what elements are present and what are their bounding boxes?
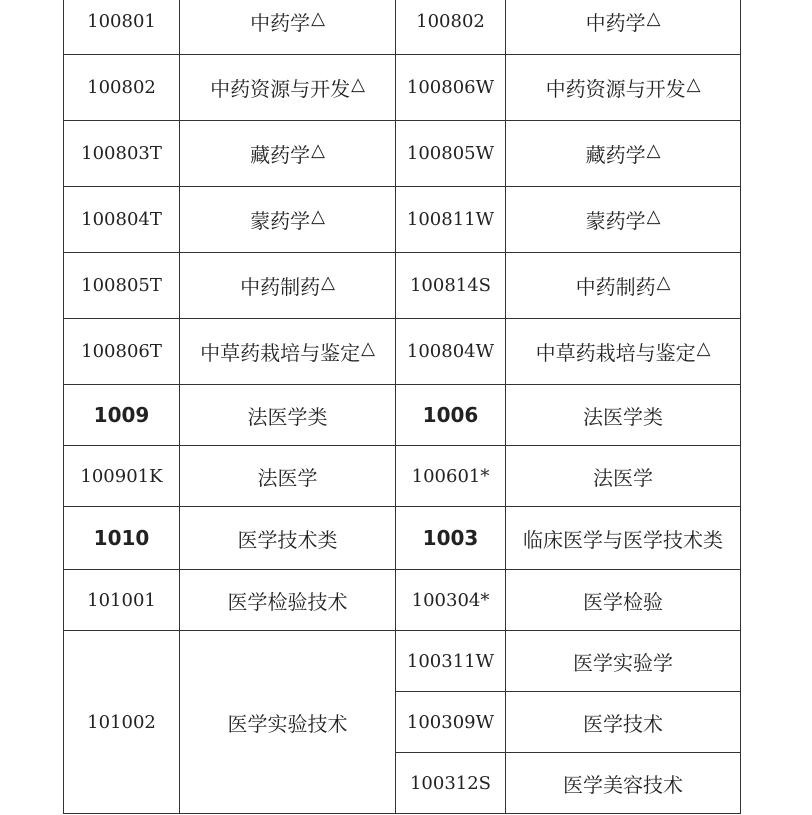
old-major-name: 中草药栽培与鉴定△ (506, 319, 741, 385)
triangle-mark: △ (321, 272, 335, 293)
old-major-name: 法医学 (506, 446, 741, 507)
new-major-name: 蒙药学△ (180, 187, 396, 253)
old-major-name: 医学美容技术 (506, 753, 741, 814)
new-major-name: 中药学△ (180, 0, 396, 55)
old-major-code: 100805W (396, 121, 506, 187)
old-major-code: 100309W (396, 692, 506, 753)
table-row (64, 55, 741, 121)
old-major-code: 100601* (396, 446, 506, 507)
triangle-mark: △ (311, 8, 325, 29)
triangle-mark: △ (311, 140, 325, 161)
table-row (64, 121, 741, 187)
old-major-code: 100311W (396, 631, 506, 692)
old-major-name: 藏药学△ (506, 121, 741, 187)
table-row (64, 319, 741, 385)
new-major-code: 101002 (64, 631, 180, 814)
triangle-mark: △ (351, 74, 365, 95)
major-mapping-table (63, 0, 741, 814)
old-major-name: 医学检验 (506, 570, 741, 631)
new-category-code: 1010 (64, 507, 180, 570)
new-major-name: 医学检验技术 (180, 570, 396, 631)
old-category-code: 1006 (396, 385, 506, 446)
new-category-code: 1009 (64, 385, 180, 446)
new-major-code: 100805T (64, 253, 180, 319)
category-row (64, 507, 741, 570)
category-row (64, 385, 741, 446)
old-major-code: 100804W (396, 319, 506, 385)
triangle-mark: △ (656, 272, 671, 293)
old-major-name: 医学技术 (506, 692, 741, 753)
new-major-name: 中药制药△ (180, 253, 396, 319)
triangle-mark: △ (646, 8, 661, 29)
table-row (64, 631, 741, 692)
table-row (64, 570, 741, 631)
old-major-code: 100811W (396, 187, 506, 253)
new-major-code: 100806T (64, 319, 180, 385)
old-major-code: 100304* (396, 570, 506, 631)
triangle-mark: △ (646, 140, 661, 161)
new-major-code: 100802 (64, 55, 180, 121)
new-major-name: 藏药学△ (180, 121, 396, 187)
triangle-mark: △ (696, 338, 711, 359)
table-row (64, 0, 741, 55)
table-row (64, 253, 741, 319)
old-category-name: 临床医学与医学技术类 (506, 507, 741, 570)
old-major-name: 蒙药学△ (506, 187, 741, 253)
new-major-name: 中草药栽培与鉴定△ (180, 319, 396, 385)
new-category-name: 法医学类 (180, 385, 396, 446)
old-major-code: 100806W (396, 55, 506, 121)
triangle-mark: △ (361, 338, 375, 359)
old-major-code: 100312S (396, 753, 506, 814)
new-major-code: 100803T (64, 121, 180, 187)
new-major-code: 101001 (64, 570, 180, 631)
new-major-code: 100801 (64, 0, 180, 55)
old-major-name: 医学实验学 (506, 631, 741, 692)
old-major-code: 100802 (396, 0, 506, 55)
old-major-code: 100814S (396, 253, 506, 319)
old-major-name: 中药制药△ (506, 253, 741, 319)
old-major-name: 中药学△ (506, 0, 741, 55)
new-major-name: 医学实验技术 (180, 631, 396, 814)
old-category-name: 法医学类 (506, 385, 741, 446)
old-category-code: 1003 (396, 507, 506, 570)
triangle-mark: △ (646, 206, 661, 227)
old-major-name: 中药资源与开发△ (506, 55, 741, 121)
triangle-mark: △ (311, 206, 325, 227)
table-row (64, 446, 741, 507)
table-row (64, 187, 741, 253)
new-major-code: 100901K (64, 446, 180, 507)
new-major-code: 100804T (64, 187, 180, 253)
new-category-name: 医学技术类 (180, 507, 396, 570)
new-major-name: 中药资源与开发△ (180, 55, 396, 121)
new-major-name: 法医学 (180, 446, 396, 507)
triangle-mark: △ (686, 74, 701, 95)
